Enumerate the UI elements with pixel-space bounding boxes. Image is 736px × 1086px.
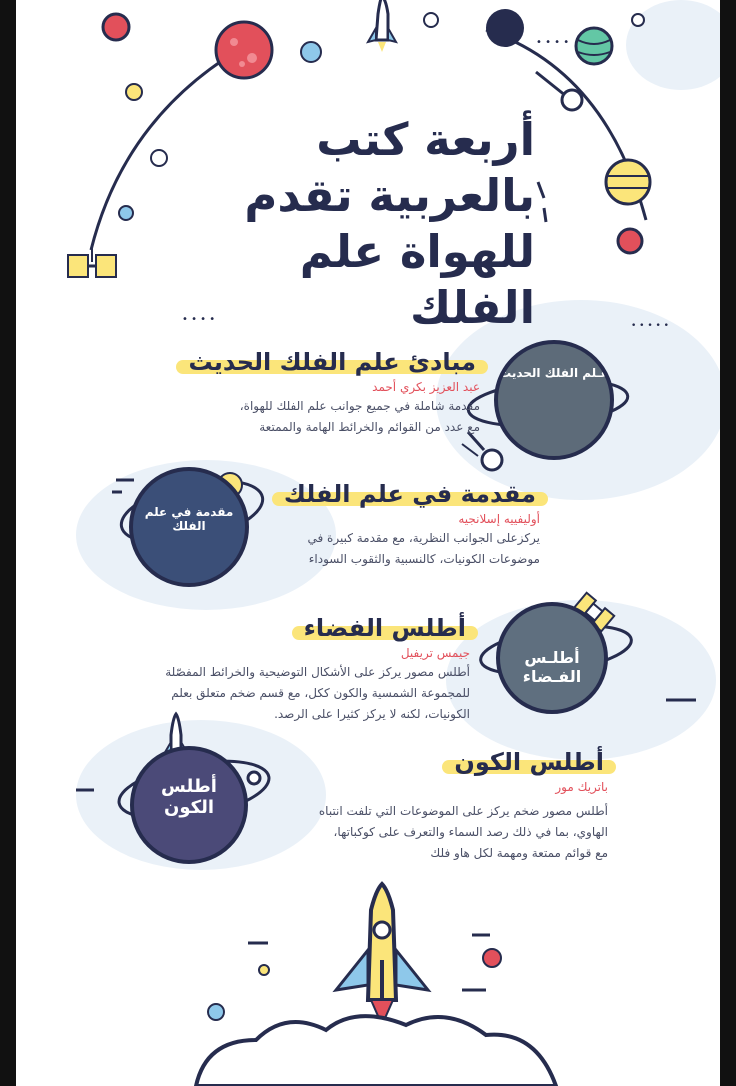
- book-cover: [494, 340, 614, 460]
- cloud-shape: [196, 1016, 556, 1086]
- red-planet-icon: [483, 949, 501, 967]
- book-cover: [130, 746, 248, 864]
- book-cover-title: مقدمة في علم الفلك: [144, 504, 234, 533]
- title-line: بالعربية تقدم: [244, 169, 535, 222]
- book-entry: [278, 748, 608, 862]
- planet-icon: [259, 965, 269, 975]
- title-line: للهواة علم الفلك: [299, 225, 535, 334]
- book-description-line: الهاوي، بما في ذلك رصد السماء والتعرف على كوكباتها،: [333, 825, 608, 839]
- book-description-line: أطلس مصور ضخم يركز على الموضوعات التي تلفت انتباه: [318, 804, 608, 818]
- book-cover-title: أطلـس الفـضاء: [522, 647, 582, 686]
- book-author: باتريك مور: [555, 780, 608, 794]
- book-author: أوليفييه إسلانجيه: [458, 512, 540, 526]
- planet-icon: [119, 206, 133, 220]
- book-entry: [30, 614, 470, 723]
- svg-text:• • • • •: • • • • •: [631, 321, 669, 331]
- planet-icon: [301, 42, 321, 62]
- orbit-dot: [248, 772, 260, 784]
- book-entry: [160, 348, 480, 436]
- red-planet-icon: [618, 229, 642, 253]
- red-planet-icon: [103, 14, 129, 40]
- svg-text:• • • •: • • • •: [536, 37, 570, 48]
- meteor-icon: [536, 72, 582, 110]
- book-cover: [496, 602, 608, 714]
- rocket-icon: [368, 0, 396, 52]
- infographic-page: [16, 0, 720, 1086]
- comet-icon: [462, 432, 502, 470]
- red-planet-icon: [216, 22, 272, 78]
- book-author: عبد العزيز بكري أحمد: [372, 380, 480, 394]
- book-description-line: مع قوائم ممتعة ومهمة لكل هاو فلك: [430, 846, 608, 860]
- book-title: أطلس الكون: [450, 748, 608, 776]
- book-description-line: موضوعات الكونيات، كالنسبية والثقوب السوداء: [308, 552, 540, 566]
- book-entry: [250, 480, 540, 568]
- book-description-line: يركزعلى الجوانب النظرية، مع مقدمة كبيرة في: [307, 531, 540, 545]
- book-description-line: مع عدد من القوائم والخرائط الهامة والممتعة: [259, 420, 480, 434]
- planet-icon: [208, 1004, 224, 1020]
- planet-icon: [126, 84, 142, 100]
- book-title: أطلس الفضاء: [300, 614, 470, 642]
- book-description-line: أطلس مصور يركز على الأشكال التوضيحية والخرائط المفصّلة: [165, 665, 470, 679]
- planet-icon: [151, 150, 167, 166]
- satellite-icon: [68, 245, 116, 277]
- book-description-line: للمجموعة الشمسية والكون ككل، مع قسم ضخم متعلق بعلم: [171, 686, 470, 700]
- svg-text:• • • •: • • • •: [182, 314, 216, 325]
- yellow-planet-icon: [606, 160, 650, 204]
- book-description-line: الكونيات، لكنه لا يركز كثيرا على الرصد.: [274, 707, 470, 721]
- book-cover: [129, 467, 249, 587]
- planet-icon: [424, 13, 438, 27]
- rocket-icon: [336, 884, 428, 1025]
- book-title: مقدمة في علم الفلك: [280, 480, 540, 508]
- title-line: أربعة كتب: [316, 113, 535, 166]
- dark-planet-icon: [486, 9, 524, 47]
- page-title: [175, 112, 535, 336]
- book-description-line: مقدمة شاملة في جميع جوانب علم الفلك للهواة،: [239, 399, 480, 413]
- planet-icon: [632, 14, 644, 26]
- book-cover-title: عـلم الفلك الحديث: [499, 366, 609, 381]
- green-planet-icon: [576, 28, 612, 64]
- book-author: جيمس تريفيل: [400, 646, 470, 660]
- book-cover-title: أطلس الكون: [161, 776, 217, 819]
- book-title: مبادئ علم الفلك الحديث: [184, 348, 480, 376]
